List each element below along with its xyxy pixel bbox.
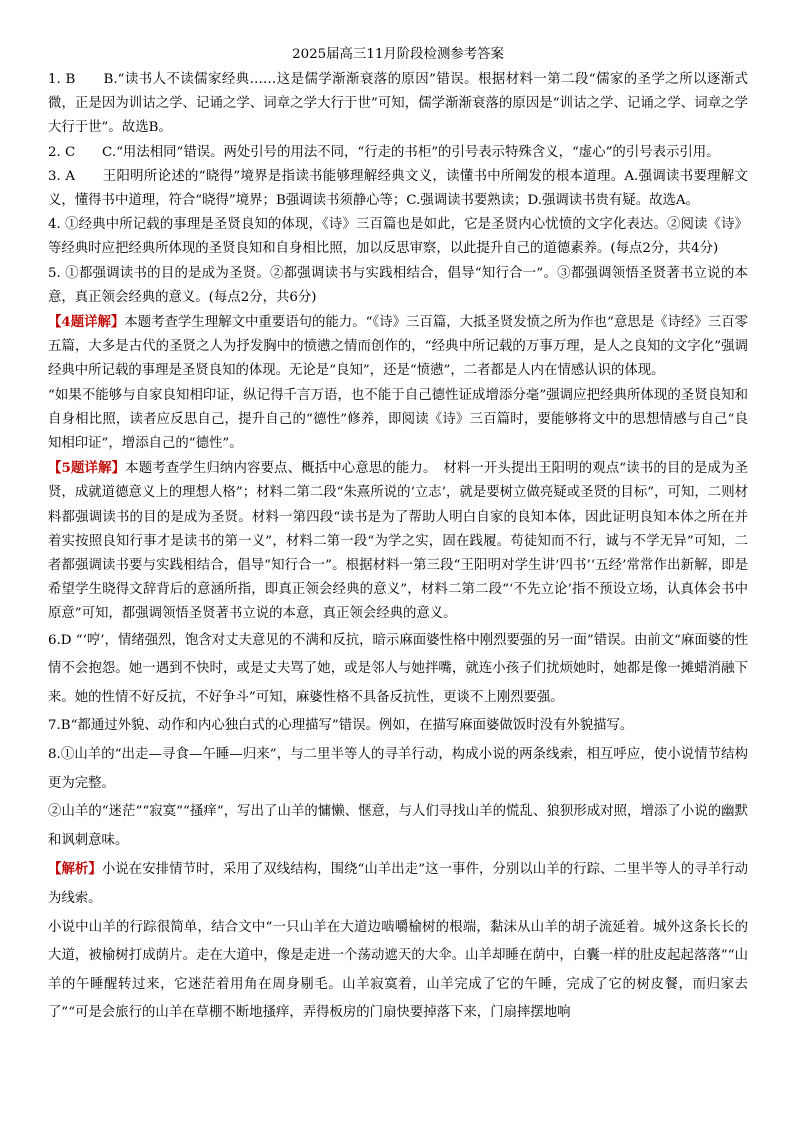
answer-q1 bbox=[48, 68, 748, 141]
answer-text: 2. C C.“用法相同”错误。两处引号的用法不同，“行走的书柜”的引号表示特殊含义，“虚心”的引号表示引用。 bbox=[48, 144, 720, 160]
answer-text: ②山羊的“迷茫”“寂寞”“搔痒”，写出了山羊的慵懒、惬意，与人们寻找山羊的慌乱、狼狈形成对照，增添了小说的幽默和讽刺意味。 bbox=[48, 804, 748, 848]
answer-text: 6.D “‘哼’，情绪强烈，饱含对丈夫意见的不满和反抗，暗示麻面婆性格中刚烈要强的另一面”错误。由前文“麻面婆的性情不会抱怨。她一遇到不快时，或是丈夫骂了她，或是邻人与她拌嘴，就连小孩子们扰烦她时，她都是像一摊蜡消融下来。她的性情不好反抗，不好争斗”可知，麻婆性格不具备反抗性，更谈不上刚烈要强。 bbox=[48, 632, 748, 705]
answer-q8-point2 bbox=[48, 798, 748, 855]
analysis-continued bbox=[48, 914, 748, 1028]
answer-q4 bbox=[48, 213, 748, 261]
answer-text: 4. ①经典中所记载的事理是圣贤良知的体现，《诗》三百篇也是如此，它是圣贤内心忧愤的文字化表达。②阅读《诗》等经典时应把经典所体现的圣贤良知和自身相比照，加以反思审察，以此提升自己的道德素养。(每点2分，共4分) bbox=[48, 217, 748, 257]
detail-label: 【5题详解】 bbox=[48, 460, 126, 477]
analysis-text: 小说在安排情节时，采用了双线结构，围绕“山羊出走”这一事件，分别以山羊的行踪、二里半等人的寻羊行动为线索。 bbox=[48, 862, 748, 907]
answer-q7 bbox=[48, 712, 748, 741]
analysis bbox=[48, 855, 748, 913]
detail-text: 本题考查学生归纳内容要点、概括中心意思的能力。 材料一开头提出王阳明的观点“读书的目的是成为圣贤，成就道德意义上的理想人格”；材料二第二段“朱熹所说的‘立志’，就是要树立做亮疑或圣贤的目标”，可知，二则材料都强调读书的目的是成为圣贤。材料一第四段“读书是为了帮助人明白自家的良知本体，因此证明良知本体之所在并着实按照良知行事才是读书的第一义”，材料二第一段“为学之实，固在践履。苟徒知而不行，诚与不学无异”可知，二者都强调读书要与实践相结合，倡导“知行合一”。根据材料一第三段“王阳明对学生讲‘四书’‘五经’常常作出新解，即是希望学生晓得文辞背后的意涵所指，即真正领会经典的意义”，材料二第二段“‘不先立论’指不预设立场，认真体会书中原意”可知，都强调领悟圣贤著书立说的本意，真正领会经典的意义。 bbox=[48, 461, 748, 622]
detail-label: 【4题详解】 bbox=[48, 314, 125, 331]
answer-q3 bbox=[48, 165, 748, 213]
answer-sheet bbox=[48, 44, 748, 1028]
answer-text: 1. B B.“读书人不读儒家经典……这是儒学渐渐衰落的原因”错误。根据材料一第二段“儒家的圣学之所以逐渐式微，正是因为训诂之学、记诵之学、词章之学大行于世”可知，儒学渐渐衰落的原因是“训诂之学、记诵之学、词章之学大行于世”。故选B。 bbox=[48, 72, 748, 136]
detail-q4 bbox=[48, 310, 748, 384]
analysis-label: 【解析】 bbox=[48, 861, 102, 878]
answer-q5 bbox=[48, 262, 748, 310]
answer-q6 bbox=[48, 627, 748, 713]
analysis-text: 小说中山羊的行踪很简单，结合文中“一只山羊在大道边啮嚼榆树的根端，黏沫从山羊的胡子流延着。城外这条长长的大道，被榆树打成荫片。走在大道中，像是走进一个荡动遮天的大伞。山羊却睡在荫中，白囊一样的肚皮起起落落”“山羊的午睡醒转过来，它迷茫着用角在周身剔毛。山羊寂寞着，山羊完成了它的午睡，完成了它的树皮餐，而归家去了”“可是会旅行的山羊在草棚不断地搔痒，弄得板房的门扇快要掉落下来，门扇摔摆地响 bbox=[48, 919, 748, 1021]
detail-text: 本题考查学生理解文中重要语句的能力。“《诗》三百篇，大抵圣贤发愤之所为作也”意思是《诗经》三百零五篇，大多是古代的圣贤之人为抒发胸中的愤懑之情而创作的，“经典中所记载的万事万理，是人之良知的文字化”强调经典中所记载的事理是圣贤良知的体现。无论是“良知”，还是“愤懑”，二者都是人内在情感认识的体现。 bbox=[48, 315, 748, 379]
detail-q4-continued bbox=[48, 384, 748, 457]
page-title: 2025届高三11月阶段检测参考答案 bbox=[292, 47, 504, 62]
answer-text: 7.B“都通过外貌、动作和内心独白式的心理描写”错误。例如，在描写麻面婆做饭时没有外貌描写。 bbox=[48, 718, 634, 734]
answer-text: 3. A 王阳明所论述的“晓得”境界是指读书能够理解经典文义，读懂书中所阐发的根本道理。A.强调读书要理解文义，懂得书中道理，符合“晓得”境界；B强调读书须静心等；C.强调读书要熟读；D.强调读书贵有疑。故选A。 bbox=[48, 168, 748, 209]
answer-text: 5. ①都强调读书的目的是成为圣贤。②都强调读书与实践相结合，倡导“知行合一”。③都强调领悟圣贤著书立说的本意，真正领会经典的意义。(每点2分，共6分) bbox=[48, 265, 748, 305]
detail-text: “如果不能够与自家良知相印证，纵记得千言万语，也不能于自己德性证成增添分毫”强调应把经典所体现的圣贤良知和自身相比照，读者应反思自己，提升自己的“德性”修养，即阅读《诗》三百篇时，要能够将文中的思想情感与自己“良知相印证”，增添自己的“德性”。 bbox=[48, 387, 748, 452]
answer-q8-point1 bbox=[48, 741, 748, 798]
detail-q5 bbox=[48, 456, 748, 626]
answer-text: 8.①山羊的“出走—寻食—午睡—归来”，与二里半等人的寻羊行动，构成小说的两条线索，相互呼应，使小说情节结构更为完整。 bbox=[48, 747, 748, 791]
answer-q2 bbox=[48, 141, 748, 165]
